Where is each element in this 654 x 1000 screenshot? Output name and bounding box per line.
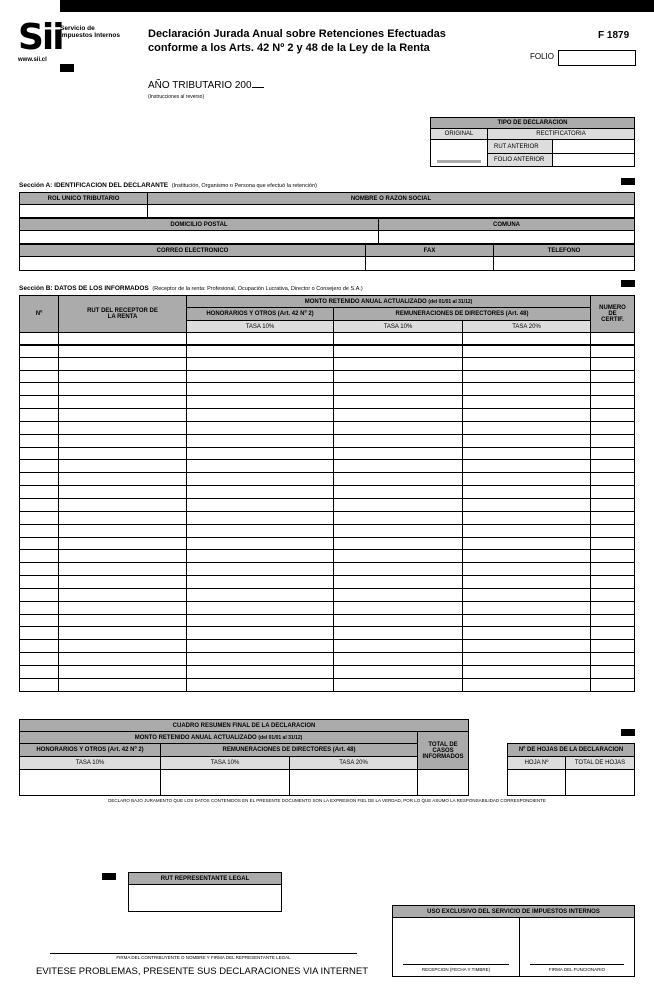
table-cell[interactable]	[590, 408, 635, 422]
table-cell[interactable]	[186, 639, 334, 653]
table-cell[interactable]	[590, 498, 635, 512]
table-cell[interactable]	[333, 601, 463, 615]
table-cell[interactable]	[590, 370, 635, 384]
table-cell[interactable]	[19, 459, 59, 473]
table-cell[interactable]	[590, 421, 635, 435]
table-cell[interactable]	[590, 601, 635, 615]
table-cell[interactable]	[590, 447, 635, 461]
table-cell[interactable]	[462, 601, 591, 615]
table-cell[interactable]	[462, 537, 591, 551]
table-cell[interactable]	[58, 421, 187, 435]
section-a-title: Sección A: IDENTIFICACION DEL DECLARANTE (Institución, Organismo o Persona que efectuó la retención)	[19, 182, 317, 189]
table-cell[interactable]	[333, 575, 463, 589]
table-cell[interactable]	[186, 652, 334, 666]
table-cell[interactable]	[333, 678, 463, 692]
telefono-header: TELEFONO	[493, 244, 635, 257]
table-cell[interactable]	[186, 472, 334, 486]
table-cell[interactable]	[58, 395, 187, 409]
table-cell[interactable]	[333, 665, 463, 679]
sii-name: Servicio de Impuestos Internos	[60, 25, 120, 39]
marker-block	[621, 178, 635, 185]
uso-header: USO EXCLUSIVO DEL SERVICIO DE IMPUESTOS INTERNOS	[392, 905, 635, 918]
table-cell[interactable]	[58, 344, 187, 358]
table-cell[interactable]	[19, 601, 59, 615]
table-cell[interactable]	[462, 524, 591, 538]
table-cell[interactable]	[19, 678, 59, 692]
informados-table	[19, 332, 635, 692]
n-header: Nº	[19, 295, 59, 333]
table-cell[interactable]	[186, 524, 334, 538]
table-cell[interactable]	[333, 485, 463, 499]
table-cell[interactable]	[590, 524, 635, 538]
table-cell[interactable]	[19, 537, 59, 551]
table-cell[interactable]	[58, 357, 187, 371]
table-cell[interactable]	[19, 511, 59, 525]
rut-rep-header: RUT REPRESENTANTE LEGAL	[128, 872, 282, 885]
comuna-field[interactable]	[378, 230, 635, 244]
recepcion-label: RECEPCION (FECHA Y TIMBRE)	[421, 967, 491, 972]
table-cell[interactable]	[19, 421, 59, 435]
table-cell[interactable]	[58, 447, 187, 461]
footer-message: EVITESE PROBLEMAS, PRESENTE SUS DECLARACIONES VIA INTERNET	[36, 966, 369, 977]
folio-anterior-field[interactable]	[552, 153, 635, 167]
table-cell[interactable]	[333, 549, 463, 563]
firma-label: FIRMA DEL CONTRIBUYENTE O NOMBRE Y FIRMA DEL REPRESENTANTE LEGAL	[116, 955, 291, 960]
table-cell[interactable]	[58, 498, 187, 512]
hojas-header: Nº DE HOJAS DE LA DECLARACION	[507, 743, 635, 757]
table-cell[interactable]	[19, 357, 59, 371]
table-cell[interactable]	[333, 459, 463, 473]
domicilio-header: DOMICILIO POSTAL	[19, 218, 379, 231]
table-cell[interactable]	[590, 678, 635, 692]
table-cell[interactable]	[590, 357, 635, 371]
table-cell[interactable]	[462, 614, 591, 628]
table-cell[interactable]	[462, 370, 591, 384]
total-hojas-header: TOTAL DE HOJAS	[565, 756, 635, 770]
table-cell[interactable]	[333, 614, 463, 628]
sii-url: www.sii.cl	[18, 57, 47, 63]
table-cell[interactable]	[186, 678, 334, 692]
remuneraciones-header: REMUNERACIONES DE DIRECTORES (Art. 48)	[333, 307, 591, 321]
marker-block	[621, 729, 635, 736]
original-box[interactable]	[430, 139, 488, 167]
table-cell[interactable]	[590, 537, 635, 551]
table-cell[interactable]	[58, 459, 187, 473]
table-cell[interactable]	[58, 626, 187, 640]
nombre-field[interactable]	[147, 204, 635, 218]
table-cell[interactable]	[58, 639, 187, 653]
table-cell[interactable]	[462, 408, 591, 422]
table-cell[interactable]	[333, 511, 463, 525]
table-cell[interactable]	[462, 626, 591, 640]
table-cell[interactable]	[186, 485, 334, 499]
table-cell[interactable]	[186, 626, 334, 640]
table-cell[interactable]	[462, 434, 591, 448]
tipo-header: TIPO DE DECLARACION	[430, 117, 635, 129]
table-cell[interactable]	[186, 459, 334, 473]
table-cell[interactable]	[19, 485, 59, 499]
folio-anterior-label: FOLIO ANTERIOR	[487, 153, 553, 167]
recepcion-box[interactable]	[392, 917, 520, 977]
declaracion-jurada: DECLARO BAJO JURAMENTO QUE LOS DATOS CONTENIDOS EN EL PRESENTE DOCUMENTO SON LA EXPRESION FIEL DE LA VERDAD, POR LO QUE ASUMO LA RESPONSABILIDAD CORRESPONDIENTE	[108, 798, 546, 803]
table-cell[interactable]	[462, 472, 591, 486]
table-cell[interactable]	[19, 639, 59, 653]
table-cell[interactable]	[590, 344, 635, 358]
table-cell[interactable]	[19, 395, 59, 409]
table-cell[interactable]	[186, 408, 334, 422]
table-cell[interactable]	[58, 614, 187, 628]
total-casos-field[interactable]	[417, 769, 469, 796]
table-cell[interactable]	[590, 472, 635, 486]
table-cell[interactable]	[333, 652, 463, 666]
table-cell[interactable]	[19, 434, 59, 448]
page-title: Declaración Jurada Anual sobre Retenciones Efectuadas conforme a los Arts. 42 Nº 2 y 48 de la Ley de la Renta	[148, 28, 446, 54]
table-cell[interactable]	[186, 370, 334, 384]
table-cell[interactable]	[58, 549, 187, 563]
table-cell[interactable]	[590, 665, 635, 679]
telefono-field[interactable]	[493, 256, 635, 271]
table-cell[interactable]	[590, 562, 635, 576]
resumen-tasa20: TASA 20%	[289, 756, 418, 770]
monto-header: MONTO RETENIDO ANUAL ACTUALIZADO (del 01/01 al 31/12)	[186, 295, 591, 308]
table-cell[interactable]	[590, 549, 635, 563]
resumen-tasa10b-field[interactable]	[160, 769, 290, 796]
table-cell[interactable]	[19, 498, 59, 512]
resumen-tasa10a: TASA 10%	[19, 756, 161, 770]
table-cell[interactable]	[19, 549, 59, 563]
table-cell[interactable]	[58, 434, 187, 448]
table-cell[interactable]	[333, 588, 463, 602]
table-cell[interactable]	[333, 408, 463, 422]
table-cell[interactable]	[462, 357, 591, 371]
rut-anterior-label: RUT ANTERIOR	[487, 139, 553, 154]
table-cell[interactable]	[19, 562, 59, 576]
table-cell[interactable]	[333, 357, 463, 371]
table-cell[interactable]	[590, 459, 635, 473]
tasa20-header: TASA 20%	[462, 320, 591, 333]
table-cell[interactable]	[19, 575, 59, 589]
table-cell[interactable]	[58, 472, 187, 486]
table-cell[interactable]	[186, 562, 334, 576]
table-cell[interactable]	[590, 511, 635, 525]
hoja-n-header: HOJA Nº	[507, 756, 566, 770]
table-cell[interactable]	[58, 524, 187, 538]
tax-year: AÑO TRIBUTARIO 200	[148, 80, 264, 91]
table-cell[interactable]	[333, 537, 463, 551]
rut-receptor-header: RUT DEL RECEPTOR DE LA RENTA	[58, 295, 187, 333]
table-cell[interactable]	[19, 524, 59, 538]
firma-line[interactable]	[50, 953, 357, 954]
table-cell[interactable]	[58, 485, 187, 499]
table-cell[interactable]	[333, 370, 463, 384]
comuna-header: COMUNA	[378, 218, 635, 231]
table-cell[interactable]	[19, 588, 59, 602]
table-cell[interactable]	[462, 421, 591, 435]
table-cell[interactable]	[462, 549, 591, 563]
table-cell[interactable]	[462, 575, 591, 589]
table-cell[interactable]	[19, 652, 59, 666]
table-cell[interactable]	[19, 382, 59, 396]
table-cell[interactable]	[462, 459, 591, 473]
fax-header: FAX	[365, 244, 494, 257]
table-cell[interactable]	[462, 652, 591, 666]
fax-field[interactable]	[365, 256, 494, 271]
total-hojas-field[interactable]	[565, 769, 635, 796]
hoja-n-field[interactable]	[507, 769, 566, 796]
table-cell[interactable]	[58, 382, 187, 396]
table-cell[interactable]	[333, 626, 463, 640]
table-cell[interactable]	[333, 472, 463, 486]
table-cell[interactable]	[186, 421, 334, 435]
table-cell[interactable]	[462, 678, 591, 692]
table-cell[interactable]	[186, 601, 334, 615]
folio-label: FOLIO	[530, 52, 555, 61]
firma-funcionario-box[interactable]	[519, 917, 635, 977]
top-bar	[60, 0, 654, 12]
form-number: F 1879	[598, 30, 630, 41]
table-cell[interactable]	[462, 382, 591, 396]
table-cell[interactable]	[462, 511, 591, 525]
table-cell[interactable]	[19, 626, 59, 640]
instructions-note: (Instrucciones al reverso)	[148, 94, 205, 100]
table-cell[interactable]	[19, 344, 59, 358]
table-cell[interactable]	[590, 639, 635, 653]
table-cell[interactable]	[186, 357, 334, 371]
rut-rep-field[interactable]	[128, 884, 282, 912]
table-cell[interactable]	[58, 678, 187, 692]
total-casos-header: TOTAL DE CASOS INFORMADOS	[417, 731, 469, 770]
table-cell[interactable]	[590, 575, 635, 589]
domicilio-field[interactable]	[19, 230, 379, 244]
table-cell[interactable]	[333, 382, 463, 396]
correo-field[interactable]	[19, 256, 366, 271]
table-cell[interactable]	[186, 549, 334, 563]
marker-block	[102, 873, 116, 880]
table-cell[interactable]	[186, 511, 334, 525]
table-cell[interactable]	[186, 382, 334, 396]
tasa10-honorarios-header: TASA 10%	[186, 320, 334, 333]
tasa10-remuneraciones-header: TASA 10%	[333, 320, 463, 333]
table-cell[interactable]	[58, 562, 187, 576]
table-cell[interactable]	[333, 524, 463, 538]
table-cell[interactable]	[19, 472, 59, 486]
table-cell[interactable]	[333, 434, 463, 448]
table-cell[interactable]	[186, 434, 334, 448]
table-cell[interactable]	[333, 498, 463, 512]
sii-logo: Sii	[18, 17, 63, 58]
table-cell[interactable]	[58, 511, 187, 525]
table-cell[interactable]	[590, 434, 635, 448]
table-cell[interactable]	[462, 562, 591, 576]
table-cell[interactable]	[590, 395, 635, 409]
table-cell[interactable]	[58, 665, 187, 679]
marker-block	[621, 280, 635, 287]
table-cell[interactable]	[186, 498, 334, 512]
honorarios-header: HONORARIOS Y OTROS (Art. 42 Nº 2)	[186, 307, 334, 321]
firma-funcionario-label: FIRMA DEL FUNCIONARIO	[548, 967, 606, 972]
table-cell[interactable]	[333, 447, 463, 461]
resumen-monto-header: MONTO RETENIDO ANUAL ACTUALIZADO (del 01/01 al 31/12)	[19, 731, 418, 744]
correo-header: CORREO ELECTRONICO	[19, 244, 366, 257]
table-cell[interactable]	[462, 588, 591, 602]
table-cell[interactable]	[58, 537, 187, 551]
tipo-rectificatoria[interactable]: RECTIFICATORIA	[487, 128, 635, 140]
table-cell[interactable]	[590, 588, 635, 602]
table-cell[interactable]	[333, 344, 463, 358]
table-cell[interactable]	[462, 498, 591, 512]
table-cell[interactable]	[462, 447, 591, 461]
table-cell[interactable]	[462, 639, 591, 653]
table-cell[interactable]	[58, 408, 187, 422]
table-cell[interactable]	[58, 601, 187, 615]
table-cell[interactable]	[186, 614, 334, 628]
rut-field[interactable]	[19, 204, 148, 218]
table-cell[interactable]	[19, 447, 59, 461]
table-cell[interactable]	[58, 652, 187, 666]
table-cell[interactable]	[186, 447, 334, 461]
table-cell[interactable]	[186, 575, 334, 589]
table-cell[interactable]	[19, 370, 59, 384]
table-cell[interactable]	[333, 421, 463, 435]
table-cell[interactable]	[58, 575, 187, 589]
resumen-honorarios-header: HONORARIOS Y OTROS (Art. 42 Nº 2)	[19, 743, 161, 757]
table-cell[interactable]	[590, 614, 635, 628]
resumen-tasa10b: TASA 10%	[160, 756, 290, 770]
rut-header: ROL UNICO TRIBUTARIO	[19, 192, 148, 205]
resumen-tasa20-field[interactable]	[289, 769, 418, 796]
table-cell[interactable]	[590, 485, 635, 499]
table-cell[interactable]	[590, 382, 635, 396]
resumen-tasa10a-field[interactable]	[19, 769, 161, 796]
table-cell[interactable]	[462, 395, 591, 409]
table-cell[interactable]	[186, 665, 334, 679]
table-cell[interactable]	[333, 639, 463, 653]
table-cell[interactable]	[462, 665, 591, 679]
table-cell[interactable]	[58, 370, 187, 384]
table-cell[interactable]	[186, 395, 334, 409]
rut-anterior-field[interactable]	[552, 139, 635, 154]
table-cell[interactable]	[590, 652, 635, 666]
table-cell[interactable]	[333, 395, 463, 409]
marker-block	[60, 64, 74, 72]
table-cell[interactable]	[462, 485, 591, 499]
table-cell[interactable]	[590, 626, 635, 640]
folio-field[interactable]	[558, 50, 636, 66]
table-cell[interactable]	[333, 562, 463, 576]
table-cell[interactable]	[186, 588, 334, 602]
nombre-header: NOMBRE O RAZON SOCIAL	[147, 192, 635, 205]
table-cell[interactable]	[19, 408, 59, 422]
table-cell[interactable]	[186, 537, 334, 551]
table-row	[19, 679, 635, 692]
table-cell[interactable]	[19, 614, 59, 628]
section-b-title: Sección B: DATOS DE LOS INFORMADOS (Receptor de la renta: Profesional, Ocupación Lucrativa, Director o Consejero de S.A.)	[19, 285, 363, 292]
resumen-title: CUADRO RESUMEN FINAL DE LA DECLARACION	[19, 719, 469, 732]
table-cell[interactable]	[186, 344, 334, 358]
resumen-remuneraciones-header: REMUNERACIONES DE DIRECTORES (Art. 48)	[160, 743, 418, 757]
tipo-original[interactable]: ORIGINAL	[430, 128, 488, 140]
certif-header: NUMERO DE CERTIF.	[590, 295, 635, 333]
table-cell[interactable]	[58, 588, 187, 602]
table-cell[interactable]	[462, 344, 591, 358]
table-cell[interactable]	[19, 665, 59, 679]
